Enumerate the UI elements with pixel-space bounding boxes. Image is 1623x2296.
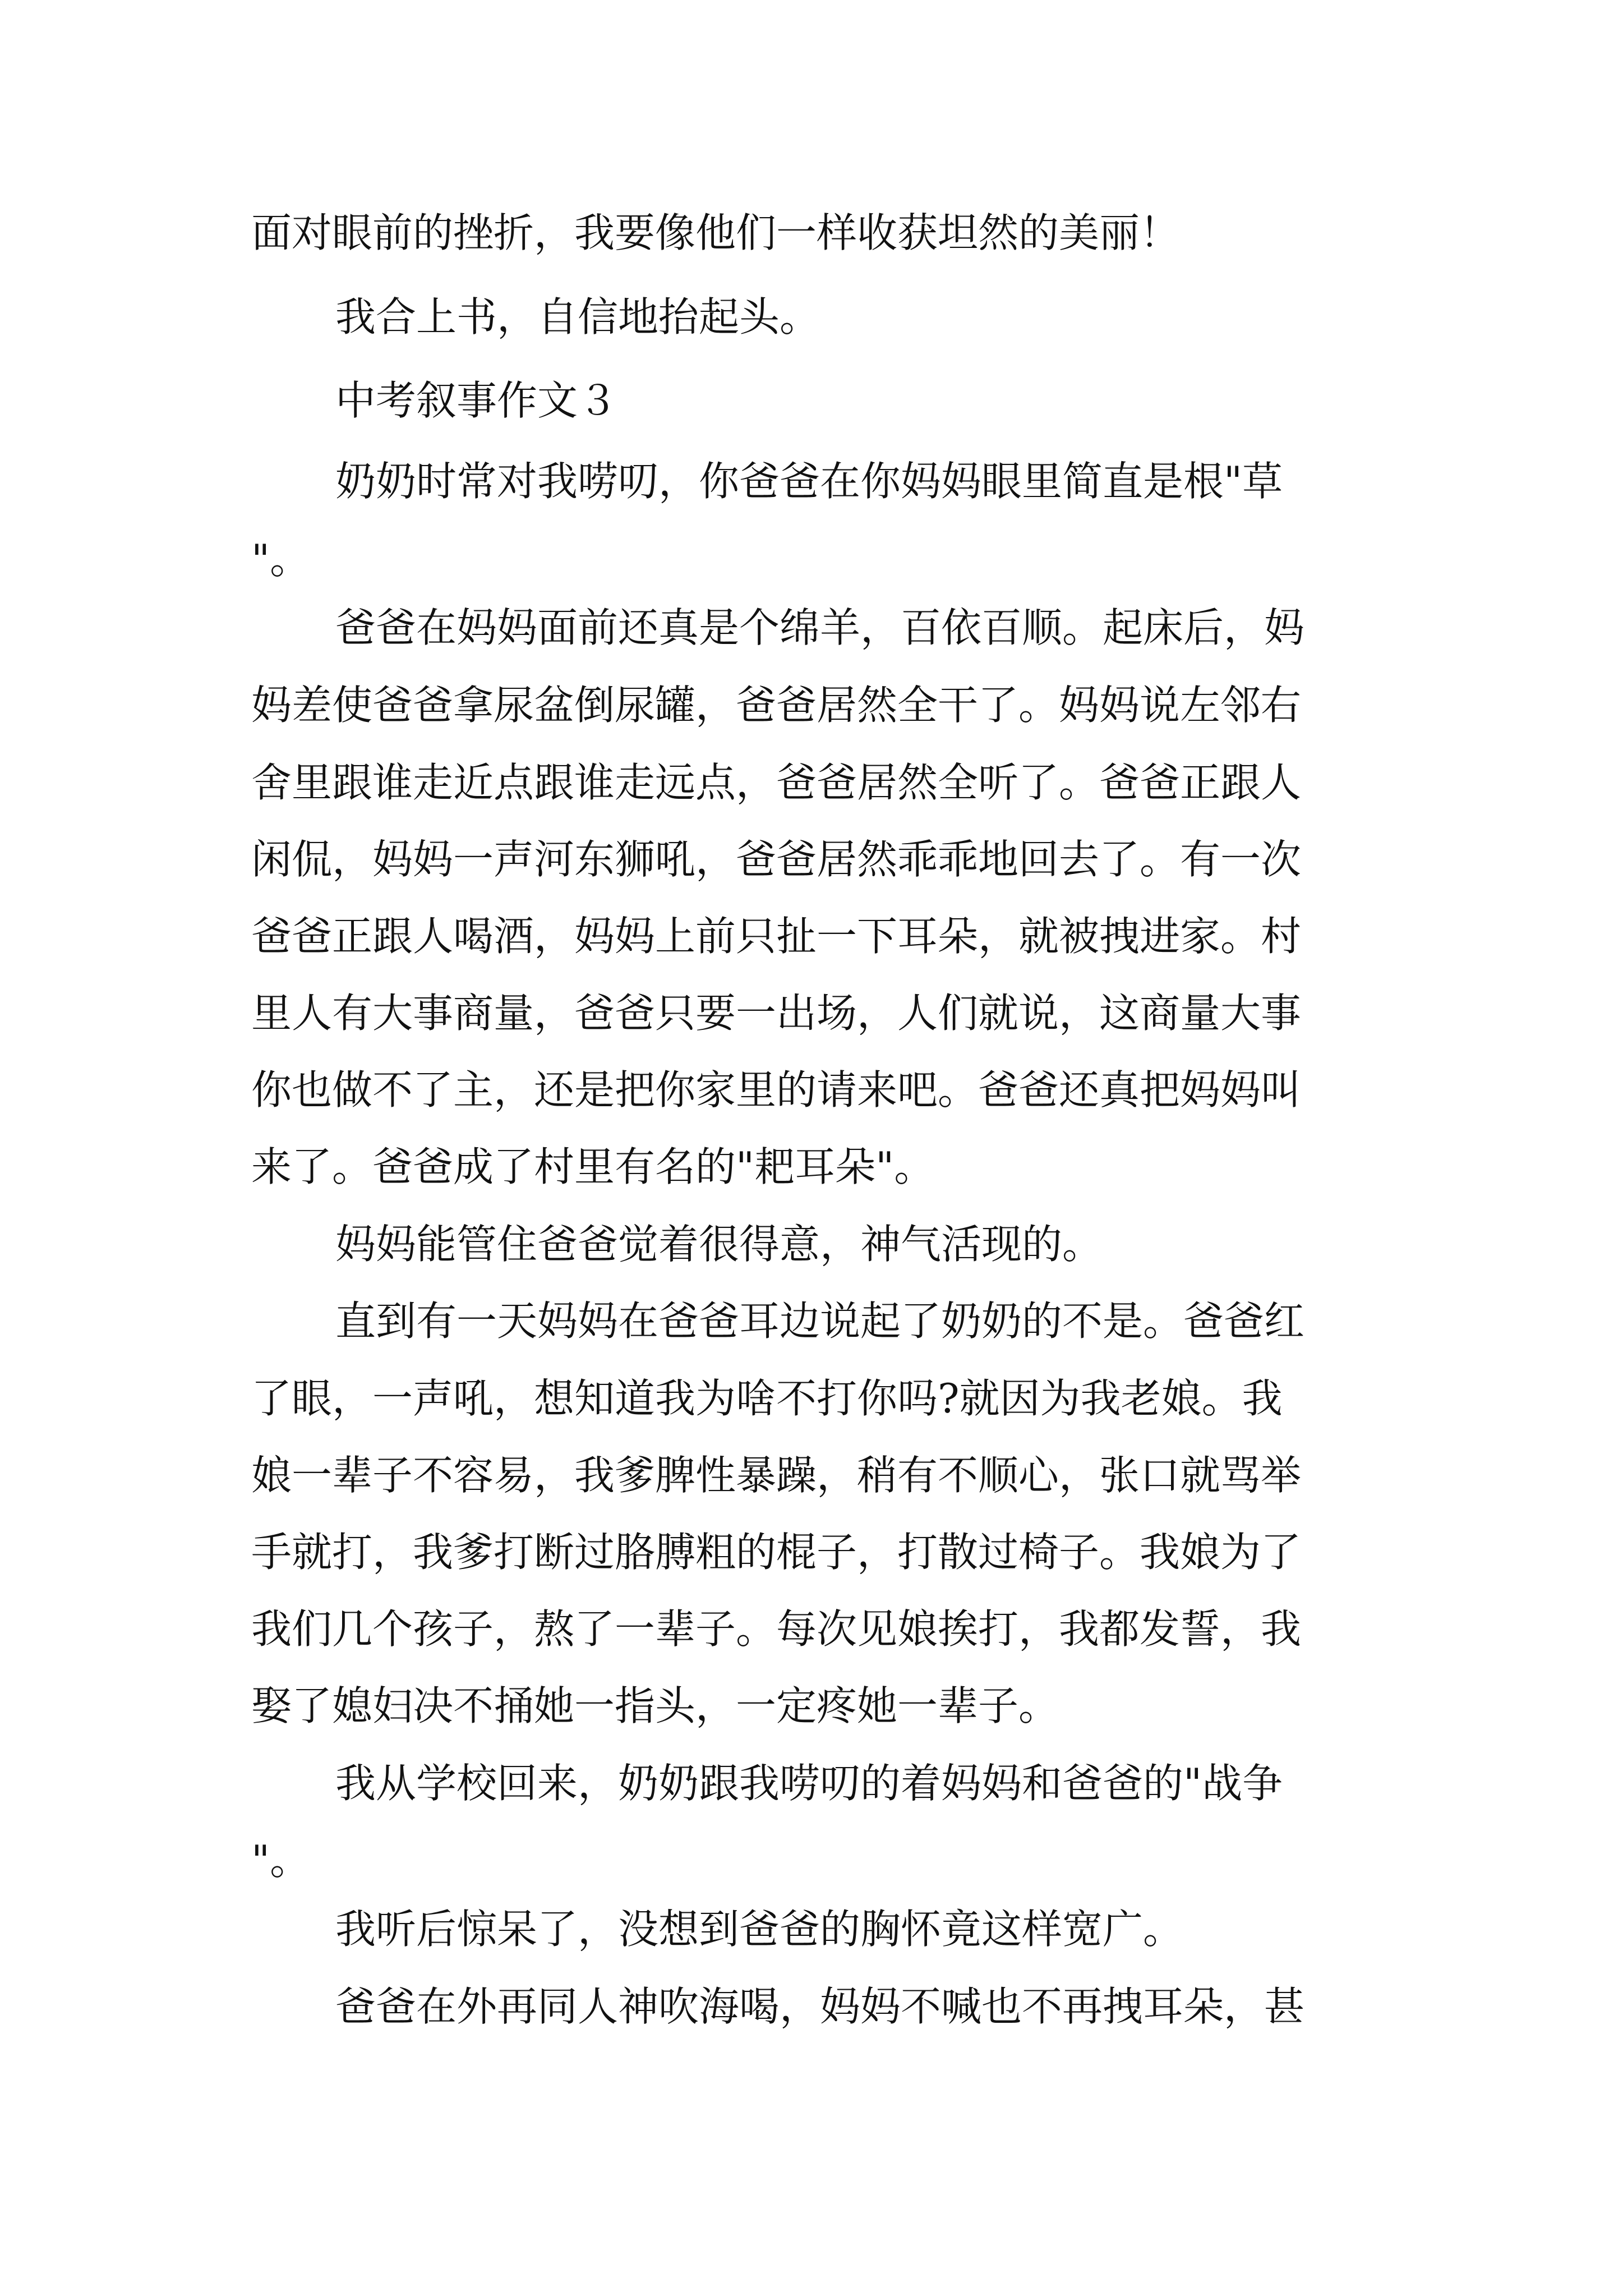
- text-line-20: 娶了媳妇决不捅她一指头，一定疼她一辈子。: [251, 1682, 1059, 1729]
- text-line-22: "。: [251, 1837, 311, 1884]
- text-line-23: 我听后惊呆了，没想到爸爸的胸怀竟这样宽广。: [335, 1906, 1184, 1953]
- text-line-6: 爸爸在妈妈面前还真是个绵羊，百依百顺。起床后，妈: [335, 604, 1305, 651]
- text-line-10: 爸爸正跟人喝酒，妈妈上前只扯一下耳朵，就被拽进家。村: [251, 913, 1302, 960]
- text-line-18: 手就打，我爹打断过胳膊粗的棍子，打散过椅子。我娘为了: [251, 1529, 1302, 1576]
- text-line-12: 你也做不了主，还是把你家里的请来吧。爸爸还真把妈妈叫: [251, 1066, 1302, 1114]
- text-line-4: 奶奶时常对我唠叨，你爸爸在你妈妈眼里简直是根"草: [335, 458, 1283, 505]
- text-line-15: 直到有一天妈妈在爸爸耳边说起了奶奶的不是。爸爸红: [335, 1297, 1305, 1345]
- text-line-21: 我从学校回来，奶奶跟我唠叨的着妈妈和爸爸的"战争: [335, 1760, 1283, 1807]
- text-line-19: 我们几个孩子，熬了一辈子。每次见娘挨打，我都发誓，我: [251, 1605, 1302, 1653]
- section-heading: 中考叙事作文３: [335, 377, 619, 424]
- text-line-9: 闲侃，妈妈一声河东狮吼，爸爸居然乖乖地回去了。有一次: [251, 836, 1302, 883]
- text-line-11: 里人有大事商量，爸爸只要一出场，人们就说，这商量大事: [251, 990, 1302, 1037]
- text-line-2: 我合上书，自信地抬起头。: [335, 293, 820, 341]
- text-line-16: 了眼，一声吼，想知道我为啥不打你吗?就因为我老娘。我: [251, 1375, 1283, 1422]
- text-line-5: "。: [251, 536, 311, 583]
- text-line-8: 舍里跟谁走近点跟谁走远点，爸爸居然全听了。爸爸正跟人: [251, 759, 1302, 806]
- text-line-14: 妈妈能管住爸爸觉着很得意，神气活现的。: [335, 1221, 1103, 1268]
- text-line-7: 妈差使爸爸拿尿盆倒尿罐，爸爸居然全干了。妈妈说左邻右: [251, 682, 1302, 729]
- text-line-17: 娘一辈子不容易，我爹脾性暴躁，稍有不顺心，张口就骂举: [251, 1452, 1302, 1499]
- text-line-24: 爸爸在外再同人神吹海喝，妈妈不喊也不再拽耳朵，甚: [335, 1983, 1305, 2030]
- text-line-13: 来了。爸爸成了村里有名的"耙耳朵"。: [251, 1143, 935, 1190]
- text-line-1: 面对眼前的挫折，我要像他们一样收获坦然的美丽！: [251, 209, 1181, 256]
